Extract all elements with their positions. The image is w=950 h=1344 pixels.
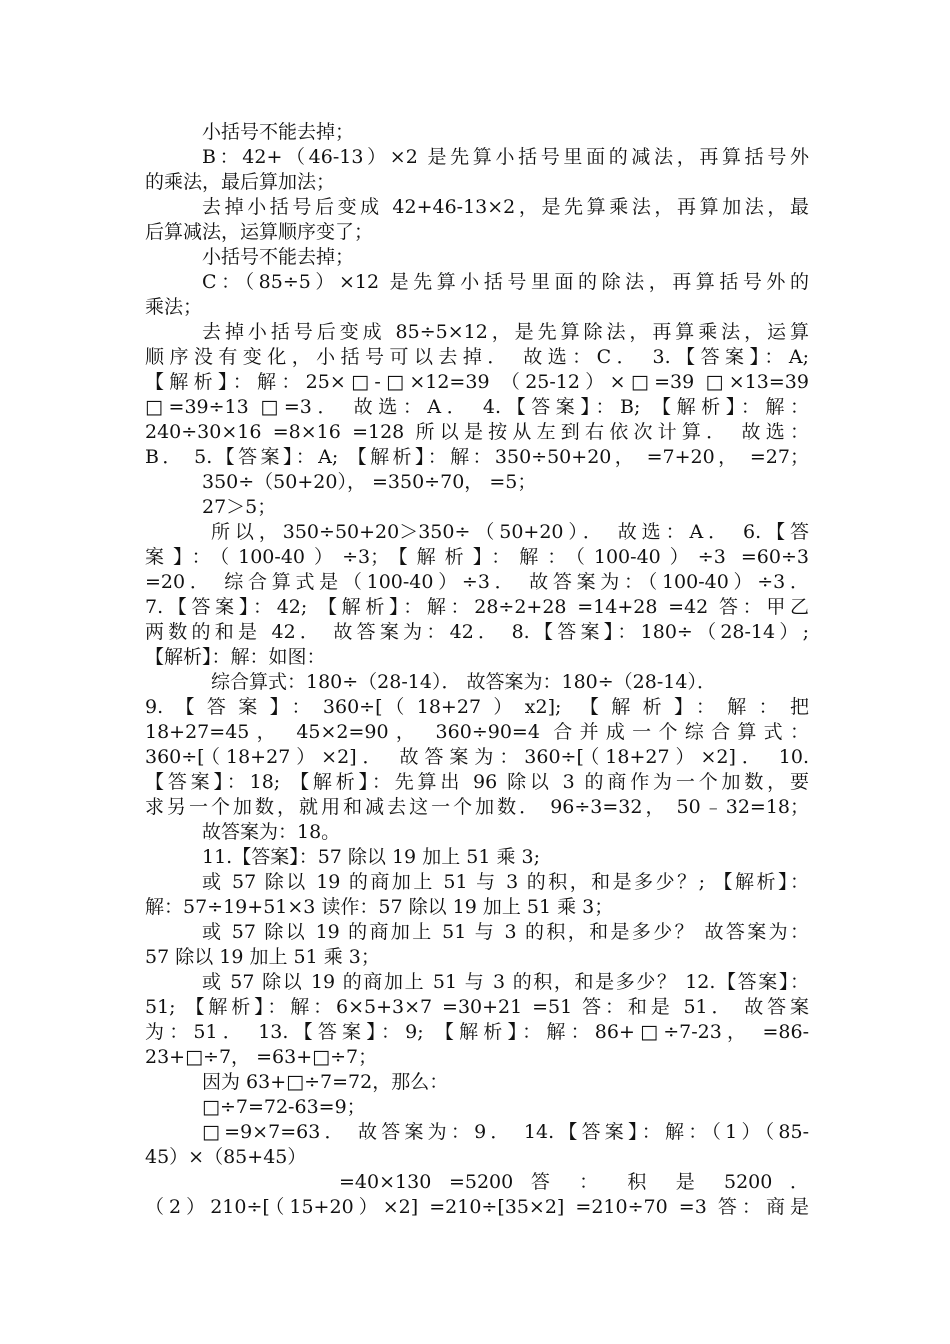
text-line: =40×130 =5200 答 ： 积 是 5200 ． [339, 1171, 809, 1193]
text-line: 【解析】：解：25×□-□×12=39 （25-12）×□=39 □×13=39 [145, 371, 809, 393]
text-line: 51; 【解析】：解：6×5+3×7 =30+21 =51 答：和是 51． 故答案 [145, 996, 809, 1018]
text-line: C：（85÷5）×12 是先算小括号里面的除法，再算括号外的 [202, 271, 809, 293]
text-line: □=9×7=63． 故答案为：9． 14.【答案】：解：（1）（85- [202, 1121, 809, 1143]
text-line: 去掉小括号后变成 42+46-13×2，是先算乘法，再算加法，最 [202, 196, 809, 218]
text-line: 的乘法，最后算加法； [145, 171, 336, 193]
text-line: 或 57 除以 19 的商加上 51 与 3 的积，和是多少？; 【解析】： [202, 871, 809, 893]
text-line: 小括号不能去掉； [202, 246, 355, 268]
text-line: 小括号不能去掉； [202, 121, 355, 143]
text-line: B． 5.【答案】：A; 【解析】：解：350÷50+20， =7+20， =27； [145, 446, 809, 468]
text-line: 9.【答案】：360÷[（18+27）x2]; 【解析】：解：把 [145, 696, 809, 718]
text-line: □=39÷13 □=3． 故选：A． 4.【答案】：B; 【解析】：解： [145, 396, 809, 418]
text-line: 去掉小括号后变成 85÷5×12，是先算除法，再算乘法，运算 [202, 321, 809, 343]
text-line: 乘法； [145, 296, 203, 318]
text-line: 【答案】：18; 【解析】：先算出 96 除以 3 的商作为一个加数，要 [145, 771, 809, 793]
text-line: =20． 综合算式是（100-40）÷3． 故答案为：（100-40）÷3． [145, 571, 809, 593]
text-line: 350÷（50+20）， =350÷70， =5； [202, 471, 537, 493]
text-line: 顺序没有变化，小括号可以去掉． 故选：C． 3.【答案】：A; [145, 346, 809, 368]
text-line: 为：51． 13.【答案】：9; 【解析】：解：86+□÷7-23， =86- [145, 1021, 809, 1043]
text-line: 【解析】：解：如图： [145, 646, 326, 668]
text-line: 240÷30×16 =8×16 =128 所以是按从左到右依次计算． 故选： [145, 421, 809, 443]
text-line: 故答案为：18。 [202, 821, 341, 843]
text-line: 11.【答案】：57 除以 19 加上 51 乘 3; [202, 846, 540, 868]
text-line: 23+□÷7， =63+□÷7； [145, 1046, 378, 1068]
text-line: 或 57 除以 19 的商加上 51 与 3 的积，和是多少？ 故答案为： [202, 921, 809, 943]
text-line: 解：57÷19+51×3 读作：57 除以 19 加上 51 乘 3； [145, 896, 614, 918]
text-line: 所以，350÷50+20＞350÷（50+20）． 故选：A． 6.【答 [211, 521, 809, 543]
text-line: 综合算式：180÷（28-14）． 故答案为：180÷（28-14）． [211, 671, 716, 693]
text-line: 因为 63+□÷7=72，那么： [202, 1071, 449, 1093]
text-line: 案】：（100-40）÷3；【解析】：解：（100-40）÷3 =60÷3 [145, 546, 809, 568]
text-line: 45）×（85+45） [145, 1146, 307, 1168]
text-line: B：42+（46-13）×2 是先算小括号里面的减法，再算括号外 [202, 146, 809, 168]
text-line: 7.【答案】：42; 【解析】：解：28÷2+28 =14+28 =42 答：甲乙 [145, 596, 809, 618]
text-line: （2）210÷[（15+20）×2] =210÷[35×2] =210÷70 =3 答：商是 [145, 1196, 809, 1218]
text-line: 57 除以 19 加上 51 乘 3； [145, 946, 380, 968]
text-line: 后算减法，运算顺序变了； [145, 221, 374, 243]
text-line: 360÷[（18+27）×2]． 故答案为：360÷[（18+27）×2]． 10. [145, 746, 809, 768]
text-line: 或 57 除以 19 的商加上 51 与 3 的积，和是多少？ 12.【答案】： [202, 971, 809, 993]
text-line: 求另一个加数，就用和减去这一个加数． 96÷3=32， 50﹣32=18； [145, 796, 809, 818]
text-line: 18+27=45， 45×2=90， 360÷90=4 合并成一个综合算式： [145, 721, 809, 743]
text-line: □÷7=72-63=9； [202, 1096, 366, 1118]
text-line: 两数的和是 42． 故答案为：42． 8.【答案】：180÷（28-14）; [145, 621, 809, 643]
document-body [145, 120, 809, 1220]
text-line: 27＞5； [202, 496, 277, 518]
